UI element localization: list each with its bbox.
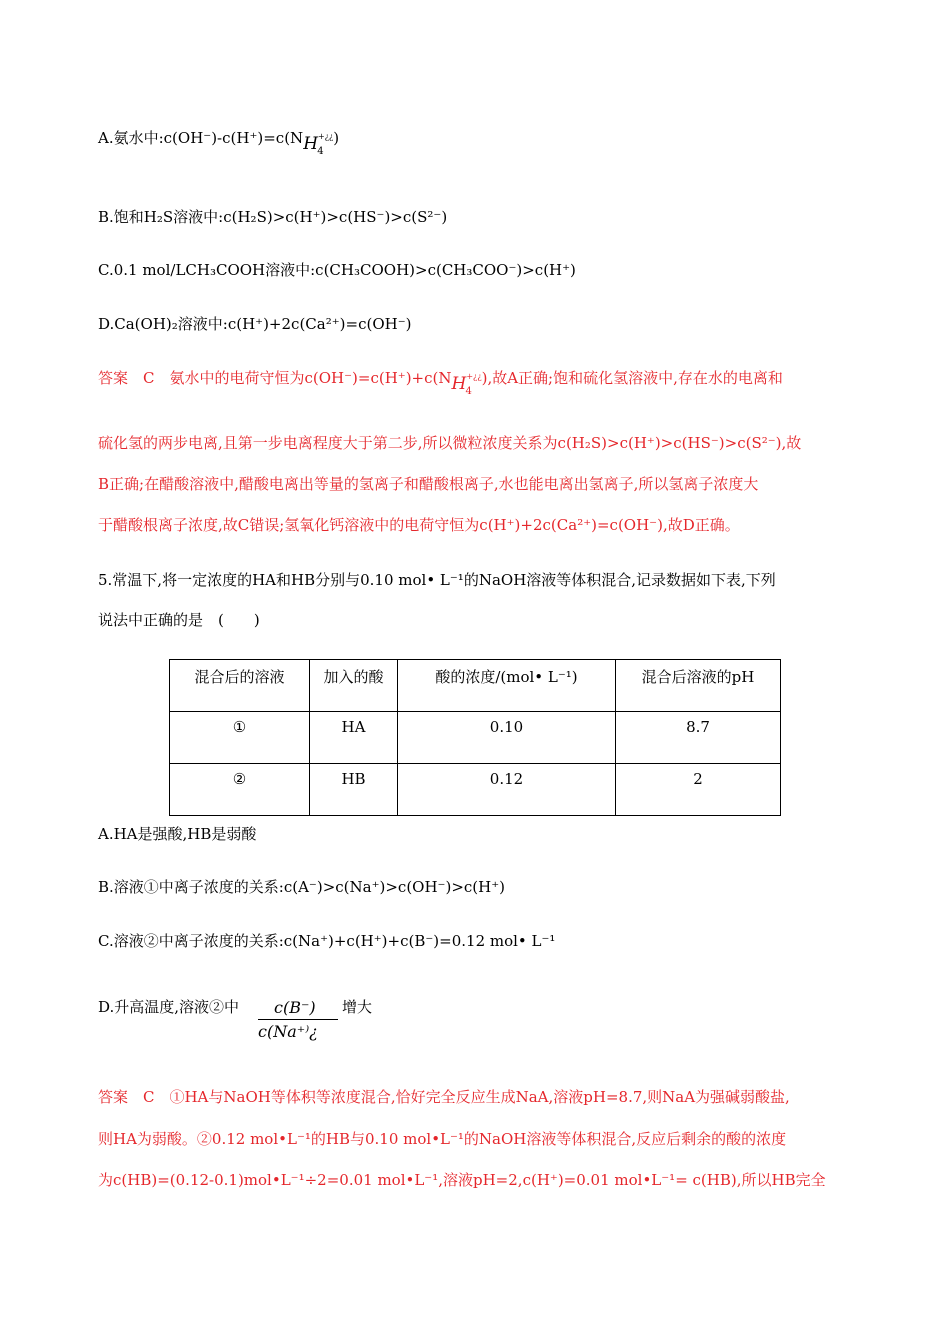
table-header: 混合后溶液的pH (616, 660, 781, 712)
table-cell: ② (170, 764, 310, 816)
q5-option-a: A.HA是强酸,HB是弱酸 (98, 825, 257, 843)
answer2-line1: 答案 C ①HA与NaOH等体积等浓度混合,恰好完全反应生成NaA,溶液pH=8.7,则NaA为强碱弱酸盐, (98, 1088, 790, 1106)
answer1-line3: B正确;在醋酸溶液中,醋酸电离出等量的氢离子和醋酸根离子,水也能电离出氢离子,所以氢离子浓度大 (98, 475, 759, 493)
q5-option-c: C.溶液②中离子浓度的关系:c(Na⁺)+c(H⁺)+c(B⁻)=0.12 mol• L⁻¹ (98, 932, 556, 950)
table-header: 混合后的溶液 (170, 660, 310, 712)
table-header: 加入的酸 (310, 660, 398, 712)
table-row (170, 764, 781, 816)
q5-option-d: D.升高温度,溶液②中 (98, 998, 240, 1016)
table-cell: 0.10 (398, 712, 616, 764)
option-d: D.Ca(OH)₂溶液中:c(H⁺)+2c(Ca²⁺)=c(OH⁻) (98, 315, 412, 333)
nh4-fragment-answer: H+¿¿ 4 (451, 372, 482, 397)
table-cell: ① (170, 712, 310, 764)
option-c: C.0.1 mol/LCH₃COOH溶液中:c(CH₃COOH)>c(CH₃COO⁻)>c(H⁺) (98, 261, 576, 279)
table-cell: 0.12 (398, 764, 616, 816)
answer2-line2: 则HA为弱酸。②0.12 mol•L⁻¹的HB与0.10 mol•L⁻¹的NaOH溶液等体积混合,反应后剩余的酸的浓度 (98, 1130, 787, 1148)
option-b: B.饱和H₂S溶液中:c(H₂S)>c(H⁺)>c(HS⁻)>c(S²⁻) (98, 208, 448, 226)
q5-option-b: B.溶液①中离子浓度的关系:c(A⁻)>c(Na⁺)>c(OH⁻)>c(H⁺) (98, 878, 506, 896)
table-header: 酸的浓度/(mol• L⁻¹) (398, 660, 616, 712)
fraction-numerator: c(B⁻) (274, 998, 316, 1017)
answer1-line4: 于醋酸根离子浓度,故C错误;氢氧化钙溶液中的电荷守恒为c(H⁺)+2c(Ca²⁺)=c(OH⁻),故D正确。 (98, 516, 740, 534)
table-cell: 8.7 (616, 712, 781, 764)
table-cell: HA (310, 712, 398, 764)
option-a: A.氨水中:c(OH⁻)-c(H⁺)=c(NH+¿¿ 4 ) (98, 129, 340, 157)
table-row (170, 712, 781, 764)
data-table (169, 659, 781, 816)
answer2-line3: 为c(HB)=(0.12-0.1)mol•L⁻¹÷2=0.01 mol•L⁻¹,溶液pH=2,c(H⁺)=0.01 mol•L⁻¹= c(HB),所以HB完全 (98, 1171, 826, 1189)
option-a-text: A.氨水中:c(OH⁻)-c(H⁺)=c(N (98, 129, 304, 147)
question5-line1: 5.常温下,将一定浓度的HA和HB分别与0.10 mol• L⁻¹的NaOH溶液等体积混合,记录数据如下表,下列 (98, 571, 776, 589)
fraction-bar (258, 1019, 338, 1020)
answer1-line2: 硫化氢的两步电离,且第一步电离程度大于第二步,所以微粒浓度关系为c(H₂S)>c(H⁺)>c(HS⁻)>c(S²⁻),故 (98, 434, 802, 452)
question5-line2: 说法中正确的是 ( ) (98, 611, 260, 629)
table-header-row (170, 660, 781, 712)
nh4-fragment: H+¿¿ 4 (303, 132, 334, 157)
table-cell: 2 (616, 764, 781, 816)
table-cell: HB (310, 764, 398, 816)
answer1-line1: 答案 C 氨水中的电荷守恒为c(OH⁻)=c(H⁺)+c(NH+¿¿ 4 ),故A正确;饱和硫化氢溶液中,存在水的电离和 (98, 369, 783, 397)
q5-option-d-suffix: 增大 (342, 998, 373, 1016)
fraction-denominator: c(Na⁺⁾¿ (258, 1022, 318, 1041)
